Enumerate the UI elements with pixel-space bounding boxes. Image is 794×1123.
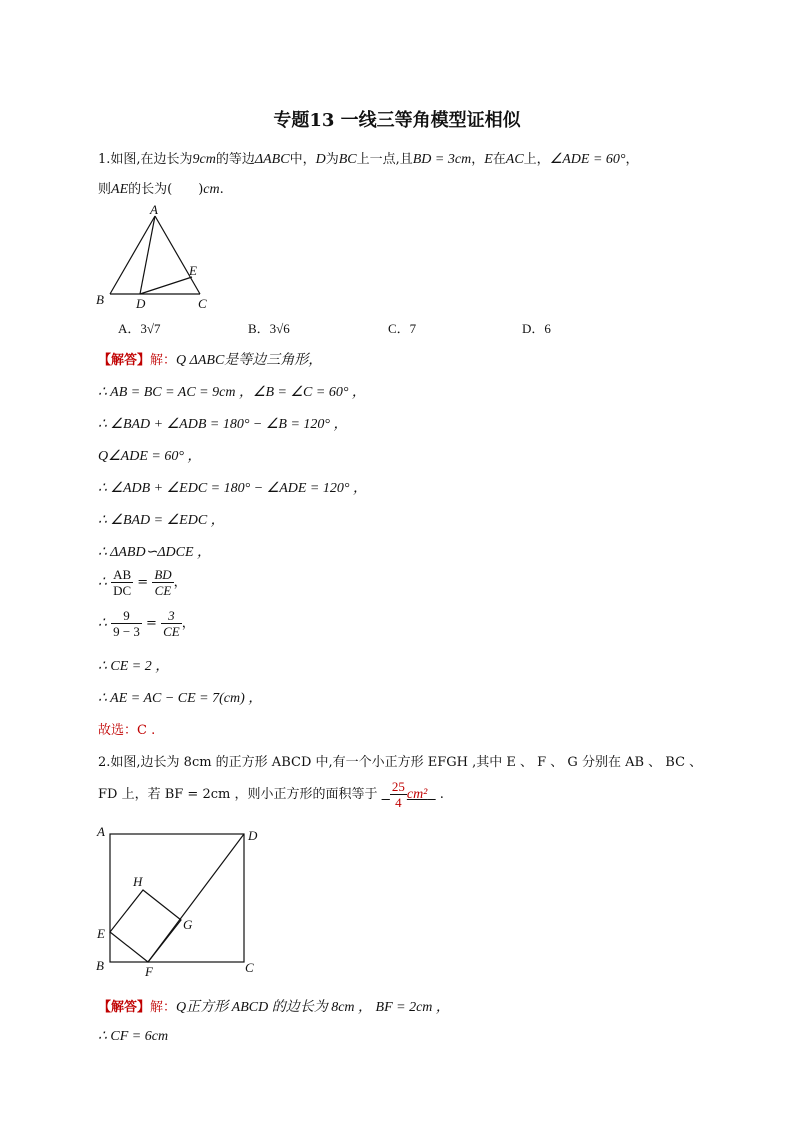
q2-line-2: FD 上，若 BF = 2cm ，则小正方形的面积等于 $\frac{25}{4}$ cm² . <box>98 779 444 810</box>
answer-fraction: $\frac{25}{4}$ <box>391 779 405 810</box>
sol1-answer: 故选：C . <box>98 723 156 738</box>
sol1-line-4: Q∠ADE = 60° ， <box>98 449 202 464</box>
option-d: D．6 <box>522 321 551 336</box>
label-D: D <box>136 296 146 311</box>
sol1-line-7: ∴ ΔABD∽ΔDCE ， <box>98 545 212 560</box>
q1-line-2: 则AE的长为( )cm. <box>98 182 224 197</box>
label-A: A <box>97 826 105 839</box>
option-c: C．7 <box>388 321 417 336</box>
sol1-line-6: ∴ ∠BAD = ∠EDC ， <box>98 513 225 528</box>
label-E: E <box>97 926 105 941</box>
sol1-line-2: ∴ AB = BC = AC = 9cm ，∠B = ∠C = 60° ， <box>98 385 366 400</box>
q1-line-1: 1.如图,在边长为9cm的等边ΔABC中，D为BC上一点,且BD = 3cm，E在AC上，∠ADE = 60°， <box>98 152 639 167</box>
label-E: E <box>189 263 197 278</box>
sol2-line-2: ∴ CF = 6cm <box>98 1029 169 1044</box>
label-B: B <box>96 958 104 973</box>
label-B: B <box>96 292 104 307</box>
fraction-3-ce: $\frac{3}{CE}$ <box>163 608 180 639</box>
fraction-ab-dc: $\frac{AB}{DC}$ <box>113 567 132 598</box>
sol2-line-1: 【解答】解：Q正方形 ABCD 的边长为 8cm ， BF = 2cm ， <box>98 1000 450 1015</box>
label-H: H <box>133 874 143 889</box>
page-title: 专题13 一线三等角模型证相似 <box>273 110 521 131</box>
label-C: C <box>245 960 254 975</box>
label-G: G <box>183 917 193 932</box>
label-A: A <box>150 202 158 217</box>
sol1-line-8: ∴ $\frac{AB}{DC}$ = $\frac{BD}{CE}$ ， <box>98 567 187 598</box>
fraction-9-over-6: $\frac{9}{9 - 3}$ <box>113 608 140 639</box>
label-C: C <box>198 296 207 311</box>
q1-triangle-figure <box>90 200 220 312</box>
sol1-line-3: ∴ ∠BAD + ∠ADB = 180° − ∠B = 120° ， <box>98 417 348 432</box>
label-D: D <box>248 828 258 843</box>
sol1-line-1: 【解答】解：Q ΔABC是等边三角形， <box>98 353 323 368</box>
option-b: B．3√6 <box>248 321 290 336</box>
sol1-line-10: ∴ CE = 2 ， <box>98 659 170 674</box>
option-a: A．3√7 <box>118 321 161 336</box>
sol1-line-11: ∴ AE = AC − CE = 7(cm) ， <box>98 691 263 706</box>
fraction-bd-ce: $\frac{BD}{CE}$ <box>154 567 172 598</box>
sol1-line-5: ∴ ∠ADB + ∠EDC = 180° − ∠ADE = 120° ， <box>98 481 367 496</box>
q2-line-1: 2.如图,边长为 8cm 的正方形 ABCD 中,有一个小正方形 EFGH ,其中 E 、 F 、 G 分别在 AB 、 BC 、 <box>98 755 703 770</box>
q2-square-figure <box>92 826 267 981</box>
label-F: F <box>145 964 153 979</box>
sol1-line-9: ∴ $\frac{9}{9 - 3}$ = $\frac{3}{CE}$ ， <box>98 608 195 639</box>
